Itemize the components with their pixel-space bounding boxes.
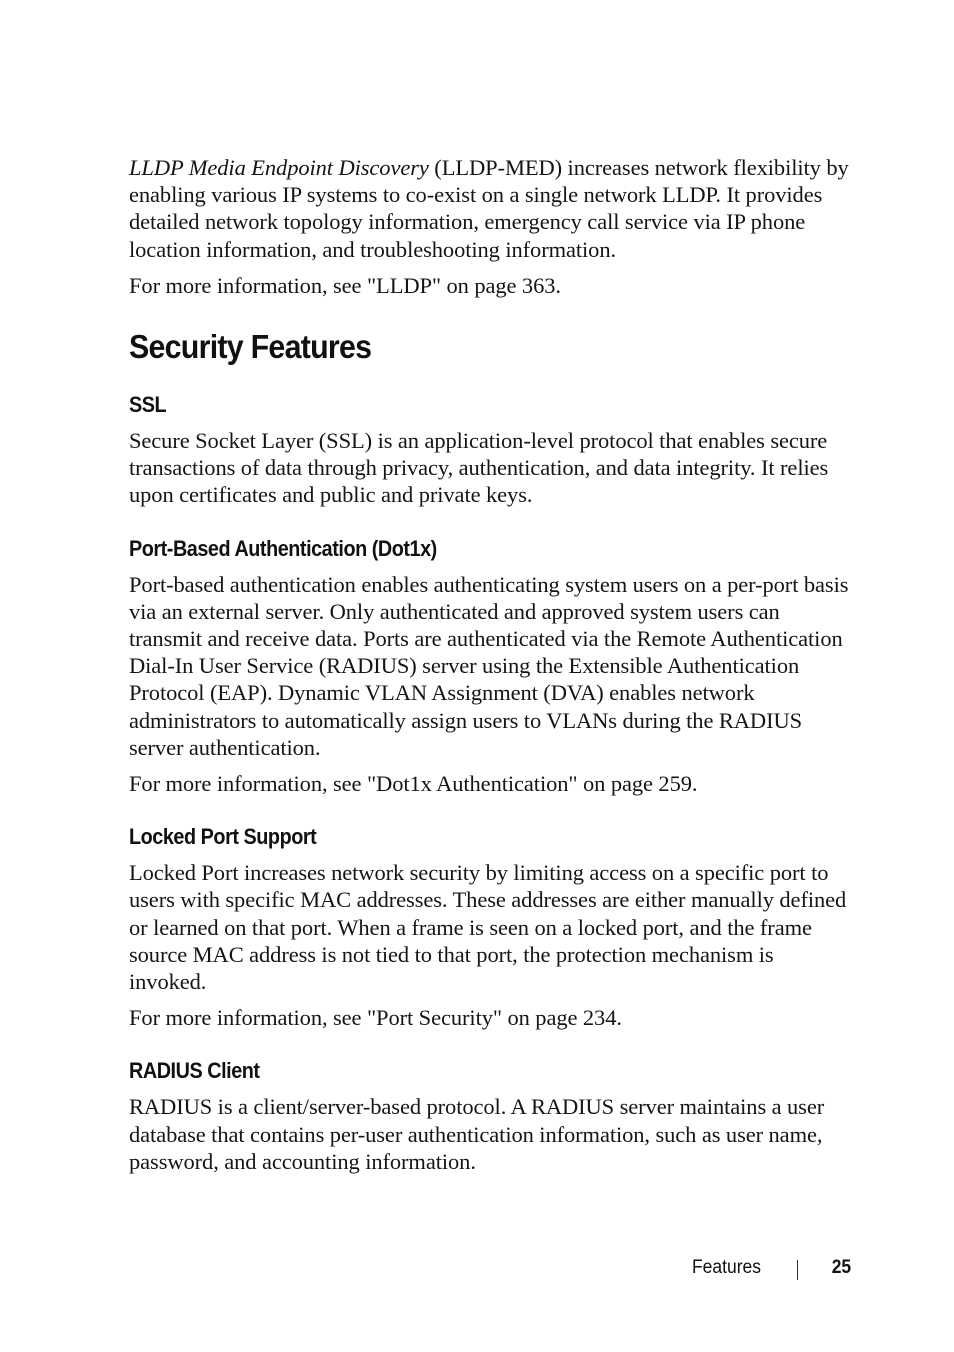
locked-port-heading: Locked Port Support xyxy=(129,824,317,850)
page-footer xyxy=(686,1256,851,1280)
lldp-more-info: For more information, see "LLDP" on page 363. xyxy=(129,272,561,298)
radius-paragraph: RADIUS is a client/server-based protocol. A RADIUS server maintains a user database that contains per-user authentication information, such as user name, password, and accounting information. xyxy=(129,1094,825,1174)
dot1x-paragraph: Port-based authentication enables authenticating system users on a per-port basis via an external server. Only authenticated and approved system users can transmit and receive data. Ports are authenticated via the Remote Authentication Dial-In User Service (RADIUS) server using the Extensible Authentication Protocol (EAP). Dynamic VLAN Assignment (DVA) enables network administrators to automatically assign users to VLANs during the RADIUS server authentication. xyxy=(129,571,849,760)
locked-port-more-info: For more information, see "Port Security" on page 234. xyxy=(129,1005,622,1031)
footer-title: Features xyxy=(691,1257,761,1278)
ssl-paragraph: Secure Socket Layer (SSL) is an application-level protocol that enables secure transactions of data through privacy, authentication, and data integrity. It relies upon certificates and public and private keys. xyxy=(129,428,829,508)
footer-divider xyxy=(797,1260,798,1280)
lldp-med-paragraph xyxy=(129,154,855,263)
dot1x-heading: Port-Based Authentication (Dot1x) xyxy=(129,535,437,561)
page-content xyxy=(129,150,855,1175)
dot1x-more-info: For more information, see "Dot1x Authentication" on page 259. xyxy=(129,771,698,797)
ssl-heading: SSL xyxy=(129,392,167,418)
radius-heading: RADIUS Client xyxy=(129,1058,260,1084)
locked-port-paragraph: Locked Port increases network security by limiting access on a specific port to users with specific MAC addresses. These addresses are either manually defined or learned on that port. When a frame is seen on a locked port, and the frame source MAC address is not tied to that port, the protection mechanism is invoked. xyxy=(129,860,847,995)
section-title: Security Features xyxy=(129,328,372,366)
lldp-med-term: LLDP Media Endpoint Discovery xyxy=(129,155,429,180)
page-number: 25 xyxy=(831,1257,851,1278)
lldp-med-description: (LLDP-MED) increases network flexibility by enabling various IP systems to co-exist on a single network LLDP. It provides detailed network topology information, emergency call service via IP phone location information, and troubleshooting information. xyxy=(129,155,849,262)
